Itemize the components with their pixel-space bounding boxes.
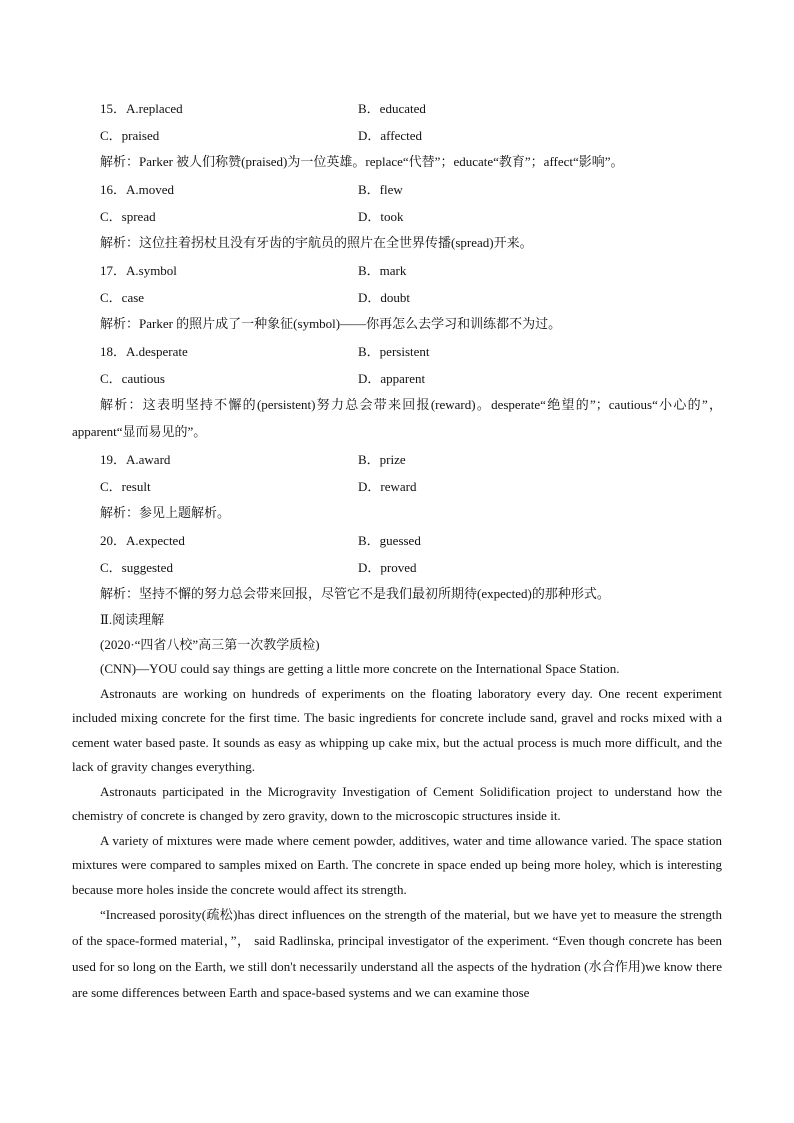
document-content <box>72 94 722 1006</box>
question-20-row-1 <box>72 526 722 553</box>
option-a: 18．A.desperate <box>100 344 188 359</box>
option-b: B．persistent <box>358 344 430 359</box>
passage-paragraph-3: Astronauts participated in the Microgravity Investigation of Cement Solidification project to understand how the chemistry of concrete is changed by zero gravity, down to the microscopic structures inside it. <box>72 783 722 823</box>
section-title: Ⅱ.阅读理解 <box>100 612 165 627</box>
question-20-row-2 <box>72 553 722 580</box>
option-c: C．cautious <box>100 371 165 386</box>
option-d: D．reward <box>358 479 417 494</box>
option-d: D．apparent <box>358 371 426 386</box>
option-a: 17．A.symbol <box>100 263 177 278</box>
question-16-explanation: 解析：这位拄着拐杖且没有牙齿的宇航员的照片在全世界传播(spread)开来。 <box>100 235 533 250</box>
option-d: D．doubt <box>358 290 411 305</box>
option-b: B．guessed <box>358 533 421 548</box>
question-15-explanation: 解析：Parker 被人们称赞(praised)为一位英雄。replace“代替”；educate“教育”；affect“影响”。 <box>100 154 624 169</box>
question-16-row-1 <box>72 175 722 202</box>
section-source: (2020·“四省八校”高三第一次教学质检) <box>100 637 320 652</box>
question-16-row-2 <box>72 202 722 229</box>
question-18-row-1 <box>72 337 722 364</box>
option-a: 19．A.award <box>100 452 171 467</box>
question-17-row-1 <box>72 256 722 283</box>
option-b: B．educated <box>358 101 426 116</box>
option-c: C．result <box>100 479 151 494</box>
question-17-row-2 <box>72 283 722 310</box>
option-c: C．suggested <box>100 560 173 575</box>
option-d: D．affected <box>358 128 423 143</box>
passage-paragraph-2: Astronauts are working on hundreds of experiments on the floating laboratory every day. One recent experiment included mixing concrete for the first time. The basic ingredients for concrete include sand, gravel and rocks mixed with a cement water based paste. It sounds as easy as whipping up cake mix, but the actual process is much more difficult, and the lack of gravity changes everything. <box>72 685 722 774</box>
option-b: B．flew <box>358 182 403 197</box>
option-c: C．case <box>100 290 145 305</box>
question-20-explanation: 解析：坚持不懈的努力总会带来回报，尽管它不是我们最初所期待(expected)的那种形式。 <box>100 586 610 601</box>
option-c: C．spread <box>100 209 156 224</box>
option-d: D．took <box>358 209 404 224</box>
passage-paragraph-5: “Increased porosity(疏松)has direct influences on the strength of the material, but we have yet to measure the strength of the space-formed material，”， said Radlinska, principal investigator of the experiment. “Even though concrete has been used for so long on the Earth, we still don't necessarily understand all the aspects of the hydration (水合作用)we know there are some differences between Earth and space-based systems and we can examine those <box>72 907 722 1000</box>
passage-paragraph-4: A variety of mixtures were made where cement powder, additives, water and time allowance varied. The space station mixtures were compared to samples mixed on Earth. The concrete in space ended up being more holey, which is interesting because more holes inside the concrete would affect its strength. <box>72 832 722 897</box>
question-18-explanation: 解析：这表明坚持不懈的(persistent)努力总会带来回报(reward)。desperate“绝望的”；cautious“小心的”，apparent“显而易见的”。 <box>72 397 722 439</box>
question-17-explanation: 解析：Parker 的照片成了一种象征(symbol)——你再怎么去学习和训练都不为过。 <box>100 316 562 331</box>
option-b: B．prize <box>358 452 406 467</box>
question-18-row-2 <box>72 364 722 391</box>
question-19-row-1 <box>72 445 722 472</box>
option-a: 15．A.replaced <box>100 101 183 116</box>
question-19-explanation: 解析：参见上题解析。 <box>100 505 231 520</box>
option-a: 16．A.moved <box>100 182 175 197</box>
question-15-row-1 <box>72 94 722 121</box>
option-a: 20．A.expected <box>100 533 185 548</box>
question-15-row-2 <box>72 121 722 148</box>
option-c: C．praised <box>100 128 160 143</box>
option-b: B．mark <box>358 263 407 278</box>
option-d: D．proved <box>358 560 417 575</box>
question-19-row-2 <box>72 472 722 499</box>
passage-paragraph-1: (CNN)—YOU could say things are getting a little more concrete on the International Space Station. <box>100 661 620 676</box>
